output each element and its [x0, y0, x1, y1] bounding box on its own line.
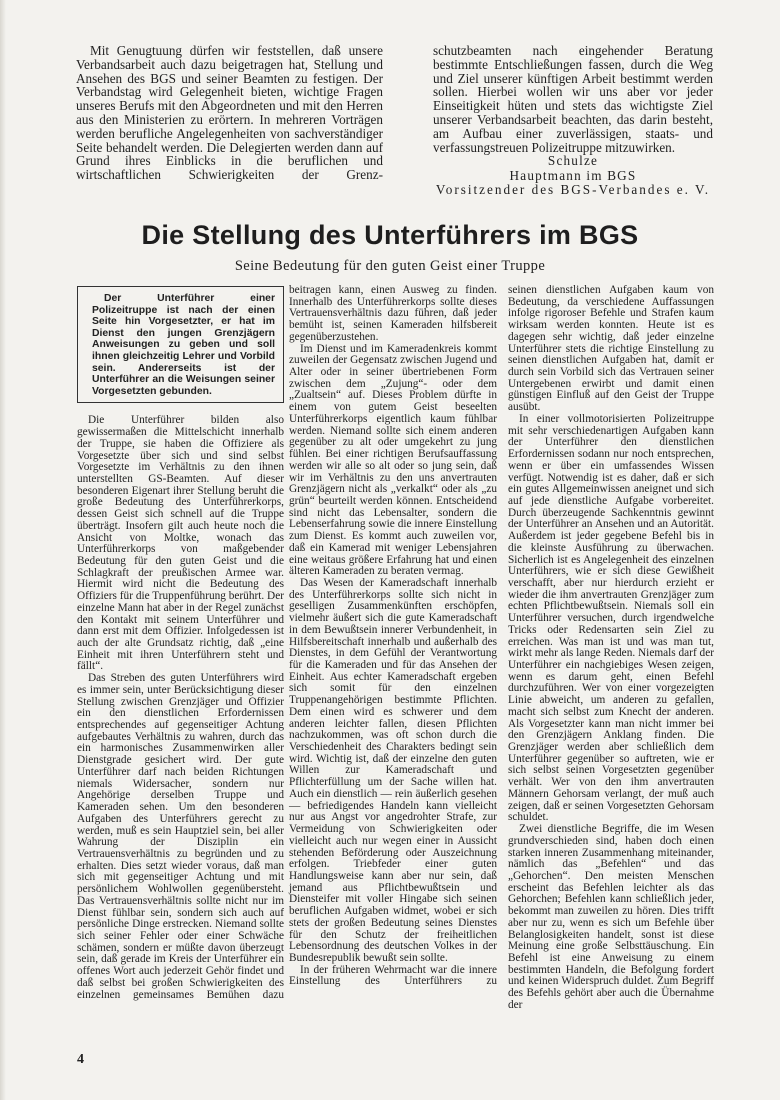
article-paragraph: Das Wesen der Kameradschaft innerhalb des Unterführerkorps sollte sich nicht in geselligen Zusammenkünften erschöpfen, vielmehr äußert sich die gute Kameradschaft in dem Bewußtsein innerer Verbundenheit, in Hilfsbereitschaft innerhalb und außerhalb des Dienstes, in dem Gefühl der Verantwortung für die Kameraden und für das Ansehen der Einheit. Aus echter Kameradschaft ergeben sich somit für den einzelnen Truppenangehörigen bestimmte Pflichten. Dem einen wird es schwerer und dem anderen leichter fallen, diesen Pflichten nachzukommen, was oft schon durch die Verschiedenheit des Charakters bedingt sein wird. Wichtig ist, daß der einzelne den guten Willen zur Kameradschaft und Pflichterfüllung um der Sache willen hat. Auch ein dienstlich — rein äußerlich gesehen — befriedigendes Handeln kann vielleicht nur aus Angst vor angedrohter Strafe, zur Vermeidung von Schwierigkeiten oder vielleicht auch nur wegen einer in Aussicht stehenden Beförderung oder Auszeichnung erfolgen. Triebfeder einer guten Handlungsweise kann aber nur sein, daß jemand aus Pflichtbewußtsein und Diensteifer mit voller Hingabe sich seinen beruflichen Aufgaben widmet, wobei er sich stets der großen Bedeutung seines Dienstes für den Schutz der freiheitlichen Lebensordnung des deutschen Volkes in der Bundesrepublik bewußt sein sollte. [289, 576, 497, 964]
article-paragraph: Das Streben des guten Unterführers wird es immer sein, unter Berücksichtigung dieser Stellung zwischen Grenzjäger und Offizier ein den dienstlichen Erfordernissen entsprechendes auf gegenseitiger Achtung aufgebautes Verhältnis zu wahren, durch das ein harmonisches Zusammenwirken aller Dienstgrade gesichert wird. Der gute Unterführer darf nach beiden Richtungen niemals Widersacher, sondern nur Angehörige derselben Truppe und Kameraden sehen. Um den besonderen Aufgaben des Unterführers gerecht zu werden, muß es sein Hauptziel sein, bei aller Wahrung der Disziplin ein Vertrauensverhältnis zu begründen und zu erhalten. Dies setzt wieder voraus, daß man sich mit gegenseitiger Achtung und mit persönlichem Wohlwollen gegenübersteht. Das Vertrauensverhältnis sollte nicht nur im Dienst fühlbar sein, sondern sich auch auf persönliche Dinge erstrecken. Niemand sollte sich seiner Fehler oder einer Schwäche schämen, sondern er müßte davon überzeugt sein, daß gerade im Kreis der Unterführer ein offenes Wort auch jederzeit Gehör findet und daß selbst bei großen Schwierigkeiten des einzelnen gemeinsames Bemühen dazu [77, 672, 284, 1001]
article-subtitle: Seine Bedeutung für den guten Geist einer Truppe [234, 258, 546, 274]
article-paragraph: In der früheren Wehrmacht war die innere Einstellung des Unterführers zu [289, 963, 497, 988]
article-paragraph-continued: beitragen kann, einen Ausweg zu finden. Innerhalb des Unterführerkorps sollte dieses Vertrauensverhältnis dazu führen, daß jeder bemüht ist, seinen Kameraden hilfsbereit gegenüberzustehen. [289, 284, 497, 343]
scan-edge [0, 0, 6, 1100]
intro-left-column [76, 44, 383, 182]
article-paragraph: Zwei dienstliche Begriffe, die im Wesen grundverschieden sind, haben doch einen starken inneren Zusammenhang miteinander, nämlich das „Befehlen“ und das „Gehorchen“. Den meisten Menschen erscheint das Befehlen leichter als das Gehorchen; Befehlen kann schließlich jeder, bekommt man zuweilen zu hören. Dies trifft aber nur zu, wenn es sich um Befehle über Belanglosigkeiten handelt, sonst ist diese Meinung eine große Selbsttäuschung. Ein Befehl ist eine Anweisung zu einem bestimmten Handeln, die Befolgung fordert und keinen Widerspruch duldet. Zum Begriff des Befehls gehört aber auch die Übernahme der [508, 823, 714, 1011]
article-paragraph-continued: seinen dienstlichen Aufgaben kaum von Bedeutung, da verschiedene Auffassungen infolge rigoroser Befehle und Strafen kaum wirksam werden konnten. Heute ist es dagegen sehr wichtig, daß jeder einzelne Unterführer stets die richtige Einstellung zu seinen dienstlichen Aufgaben hat, damit er durch sein Vorbild sich das Vertrauen seiner Untergebenen erwirbt und damit einen günstigen Einfluß auf den Geist der Truppe ausübt. [508, 284, 714, 414]
article-paragraph: Die Unterführer bilden also gewissermaßen die Mittelschicht innerhalb der Truppe, sie haben die Offiziere als Vorgesetzte über sich und sind selbst Vorgesetzte im Verhältnis zu den ihnen unterstellten GS-Beamten. Auf dieser besonderen Eigenart ihrer Stellung beruht die große Bedeutung des Unterführerkorps, dessen Geist sich schnell auf die Truppe überträgt. Insofern gilt auch heute noch die Ansicht von Moltke, wonach das Unterführerkorps von maßgebender Bedeutung für den guten Geist und die Schlagkraft der preußischen Armee war. Hiermit wird nicht die Bedeutung des Offiziers für die Truppenführung berührt. Der einzelne Mann hat aber in der Regel zunächst den Kontakt mit seinem Unterführer und dann erst mit dem Offizier. Infolgedessen ist auch der alte Grundsatz richtig, daß „eine Einheit mit ihren Unterführern steht und fällt“. [77, 414, 284, 673]
article-paragraph: Im Dienst und im Kameradenkreis kommt zuweilen der Gegensatz zwischen Jugend und Alter oder in seiner übertriebenen Form zwischen dem „Zujung“- oder dem „Zualtsein“ auf. Dieses Problem dürfte in einem von gutem Geist beseelten Unterführerkorps eigentlich kaum fühlbar werden. Niemand sollte sich einem anderen gegenüber zu alt oder umgekehrt zu jung fühlen. Bei einer richtigen Berufsauffassung werden wir alle so alt oder so jung sein, daß wir im Verhältnis zu den uns anvertrauten Grenzjägern nicht als „verkalkt“ oder als „zu grün“ beurteilt werden können. Entscheidend sind nicht das Lebensalter, sondern die Lebenserfahrung sowie die innere Einstellung zum Dienst. Es kommt auch zuweilen vor, daß ein Kamerad mit weniger Lebensjahren eine weitaus größere Erfahrung hat und einen älteren Kameraden zu beraten vermag. [289, 342, 497, 578]
signature-rank: Hauptmann im BGS [509, 167, 637, 183]
signature-role: Vorsitzender des BGS-Verbandes e. V. [435, 182, 711, 198]
article-title: Die Stellung des Unterführers im BGS [141, 220, 639, 250]
page-number: 4 [77, 1052, 84, 1067]
article-paragraph: In einer vollmotorisierten Polizeitruppe mit sehr verschiedenartigen Aufgaben kann der Unterführer den dienstlichen Erfordernissen sodann nur noch entsprechen, wenn er über ein umfassendes Wissen verfügt. Notwendig ist es daher, daß er sich ein gutes Allgemeinwissen aneignet und sich auf jede dienstliche Aufgabe vorbereitet. Durch überzeugende Sachkenntnis gewinnt der Unterführer an Ansehen und an Autorität. Außerdem ist jeder gegebene Befehl bis in die kleinste Ausführung zu überwachen. Sicherlich ist es Angelegenheit des einzelnen Unterführers, wie er sich diese Gewißheit verschafft, aber nur hierdurch erzieht er wieder die ihm anvertrauten Grenzjäger zum echten Pflichtbewußtsein. Niemals soll ein Unterführer versuchen, durch irgendwelche Tricks oder Redensarten sein Ziel zu erreichen. Was man ist und was man tut, wirkt mehr als lange Reden. Niemals darf der Unterführer ein nachgiebiges Wesen zeigen, wenn es darum geht, einen Befehl durchzuführen. Wer von einer vorgezeigten Linie abweicht, um anderen zu gefallen, macht sich selbst zum Knecht der anderen. Als Vorgesetzter kann man nicht immer bei den Grenzjägern Anklang finden. Die Grenzjäger werden aber schließlich dem Unterführer gegenüber so auftreten, wie er sich selbst seinen Vorgesetzten gegenüber verhält. Wer von den ihm anvertrauten Männern Gehorsam verlangt, der muß auch zeigen, daß er seinen Vorgesetzten Gehorsam schuldet. [508, 412, 714, 824]
signature-name: Schulze [547, 153, 599, 169]
signature-block [433, 154, 713, 198]
summary-box [77, 286, 284, 403]
article-column-3 [508, 285, 714, 1012]
summary-box-text: Der Unterführer einer Polizeitruppe ist nach der einen Seite hin Vorgesetzter, er hat im Dienst den jungen Grenzjägern Anweisungen zu geben und soll ihnen gleichzeitig Lehrer und Vorbild sein. Andererseits ist der Unterführer an die Weisungen seiner Vorgesetzten gebunden. [92, 293, 275, 397]
intro-paragraph: Mit Genugtuung dürfen wir feststellen, daß unsere Verbandsarbeit auch dazu beigetragen hat, Stellung und Ansehen des BGS und seiner Beamten zu festigen. Der Verbandstag wird Gelegenheit bieten, wichtige Fragen unseres Berufs mit den Abgeordneten und mit den Herren aus den Ministerien zu erörtern. In mehreren Vorträgen werden berufliche Angelegenheiten von sachverständiger Seite behandelt werden. Die Delegierten werden dann auf Grund ihres Einblicks in die beruflichen und wirtschaftlichen Schwierigkeiten der Grenz- [76, 43, 383, 183]
article-column-2 [289, 285, 497, 988]
intro-right-column [433, 44, 713, 198]
intro-paragraph-continued: schutzbeamten nach eingehender Beratung bestimmte Entschließungen fassen, durch die Weg und Ziel unserer künftigen Arbeit bestimmt werden sollen. Hierbei wollen wir uns aber vor jeder Einseitigkeit hüten und stets das wichtigste Ziel unserer Verbandsarbeit beachten, das darin besteht, am Aufbau einer zuverlässigen, staats- und verfassungstreuen Polizeitruppe mitzuwirken. [433, 43, 713, 155]
article-column-1 [77, 285, 284, 1001]
